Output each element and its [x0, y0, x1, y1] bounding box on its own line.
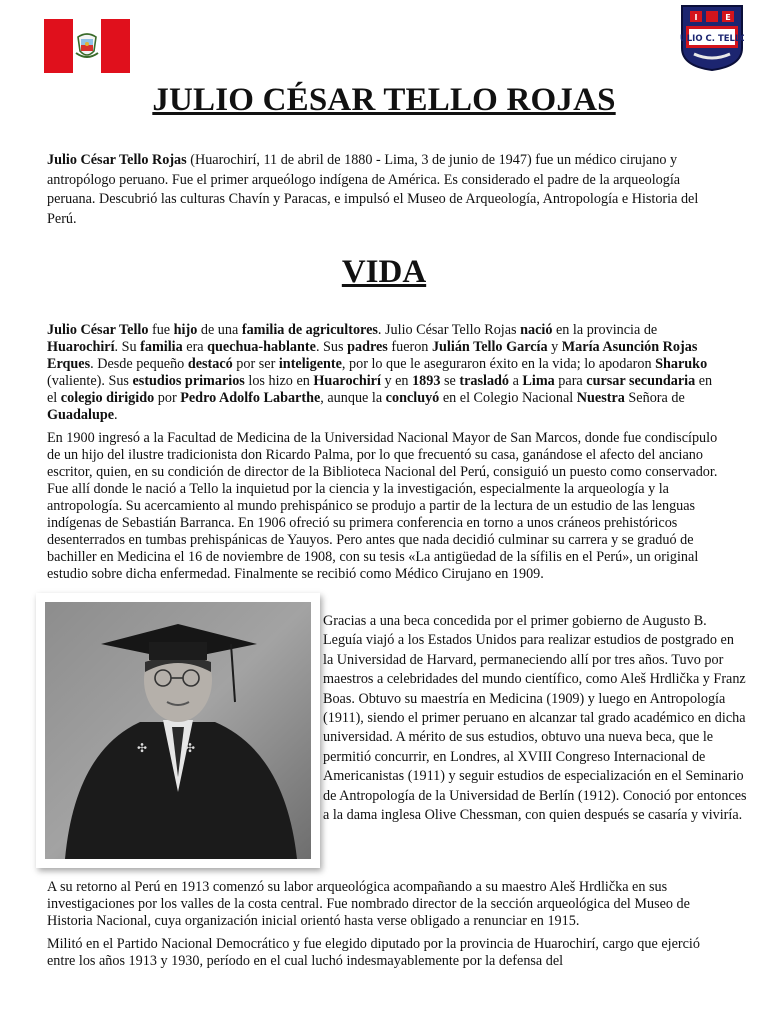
flag-left-band	[44, 19, 73, 73]
life-paragraph-5: Militó en el Partido Nacional Democrático y fue elegido diputado por la provincia de Huarochirí, cargo que ejerció entre los años 1913 y 1930, período en el cual luchó indesmayablemente por la defensa del	[47, 936, 700, 969]
flag-right-band	[101, 19, 130, 73]
svg-text:JULIO C. TELLO: JULIO C. TELLO	[680, 34, 744, 44]
svg-text:I: I	[694, 13, 698, 22]
page-title: JULIO CÉSAR TELLO ROJAS	[152, 82, 616, 118]
flag-center-band	[73, 19, 101, 73]
intro-paragraph	[47, 151, 719, 229]
life-paragraph-3: Gracias a una beca concedida por el primer gobierno de Augusto B. Leguía viajó a los Estados Unidos para realizar estudios de postgrado en la Universidad de Harvard, permaneciendo allí por tres años. Tuvo por maestros a celebridades del mundo científico, como Aleš Hrdlička y Franz Boas. Obtuvo su maestría en Medicina (1909) y luego en Antropología (1911), siendo el primer peruano en alcanzar tal grado académico en dicha universidad. A mérito de sus estudios, obtuvo una nueva beca, que le permitió concurrir, en Londres, al XVIII Congreso Internacional de Americanistas (1911) y seguir estudios de especialización en el Seminario de Antropología de la Universidad de Berlín (1912). Conoció por entonces a la dama inglesa Olive Chessman, con quien después se casaría y viviría.	[323, 613, 747, 824]
peru-flag	[44, 19, 130, 73]
svg-text:✣: ✣	[185, 741, 196, 755]
section-heading-vida: VIDA	[341, 254, 427, 290]
portrait-photo	[36, 593, 320, 868]
coat-of-arms-icon	[74, 33, 100, 59]
intro-text: (Huarochirí, 11 de abril de 1880 - Lima, 3 de junio de 1947) fue un médico cirujano y antropólogo peruano. Fue el primer arqueólogo indígena de América. Es considerado el padre de la arqueología peruana. Descubrió las culturas Chavín y Paracas, e impulsó el Museo de Arqueología, Antropología e Historia del Perú.	[47, 152, 699, 227]
life-paragraph-2: En 1900 ingresó a la Facultad de Medicina de la Universidad Nacional Mayor de San Marcos, donde fue condiscípulo de un hijo del ilustre tradicionista don Ricardo Palma, por lo que frecuentó su casa, ganándose el afecto del anciano escritor, quien, en su condición de director de la Biblioteca Nacional del Perú, consiguió un puesto como conservador. Fue allí donde le nació a Tello la inquietud por la ciencia y la investigación, especialmente la arqueología y la antropología. Su acercamiento al mundo prehispánico se produjo a partir de la lectura de un estudio de las lenguas indígenas de Sebastián Barranca. En 1906 ofreció su primera conferencia en torno a unos cráneos prehistóricos desenterrados en tumbas prehispánicas de Yauyos. Pero antes que nada decidió culminar su carrera y se graduó de bachiller en Medicina el 16 de noviembre de 1908, con su tesis «La antigüedad de la sífilis en el Perú», un original estudio sobre dicha enfermedad. Finalmente se recibió como Médico Cirujano en 1909.	[47, 430, 718, 582]
intro-name: Julio César Tello Rojas	[47, 152, 187, 168]
svg-text:✣: ✣	[137, 741, 148, 755]
life-paragraph-1: Julio César Tello fue hijo de una familia de agricultores. Julio César Tello Rojas nació en la provincia de Huarochirí. Su familia era quechua-hablante. Sus padres fueron Julián Tello García y María Asunción Rojas Erques. Desde pequeño destacó por ser inteligente, por lo que le aseguraron éxito en la vida; lo apodaron Sharuko (valiente). Sus estudios primarios los hizo en Huarochirí y en 1893 se trasladó a Lima para cursar secundaria en el colegio dirigido por Pedro Adolfo Labarthe, aunque la concluyó en el Colegio Nacional Nuestra Señora de Guadalupe.	[47, 322, 713, 423]
school-crest-logo	[680, 4, 744, 77]
svg-text:E: E	[725, 13, 731, 22]
life-paragraph-4: A su retorno al Perú en 1913 comenzó su labor arqueológica acompañando a su maestro Aleš Hrdlička en sus investigaciones por los valles de la costa central. Fue nombrado director de la sección arqueológica del Museo de Historia Nacional, cuya organización inicial orientó hasta verse obligado a renunciar en 1915.	[47, 879, 690, 929]
